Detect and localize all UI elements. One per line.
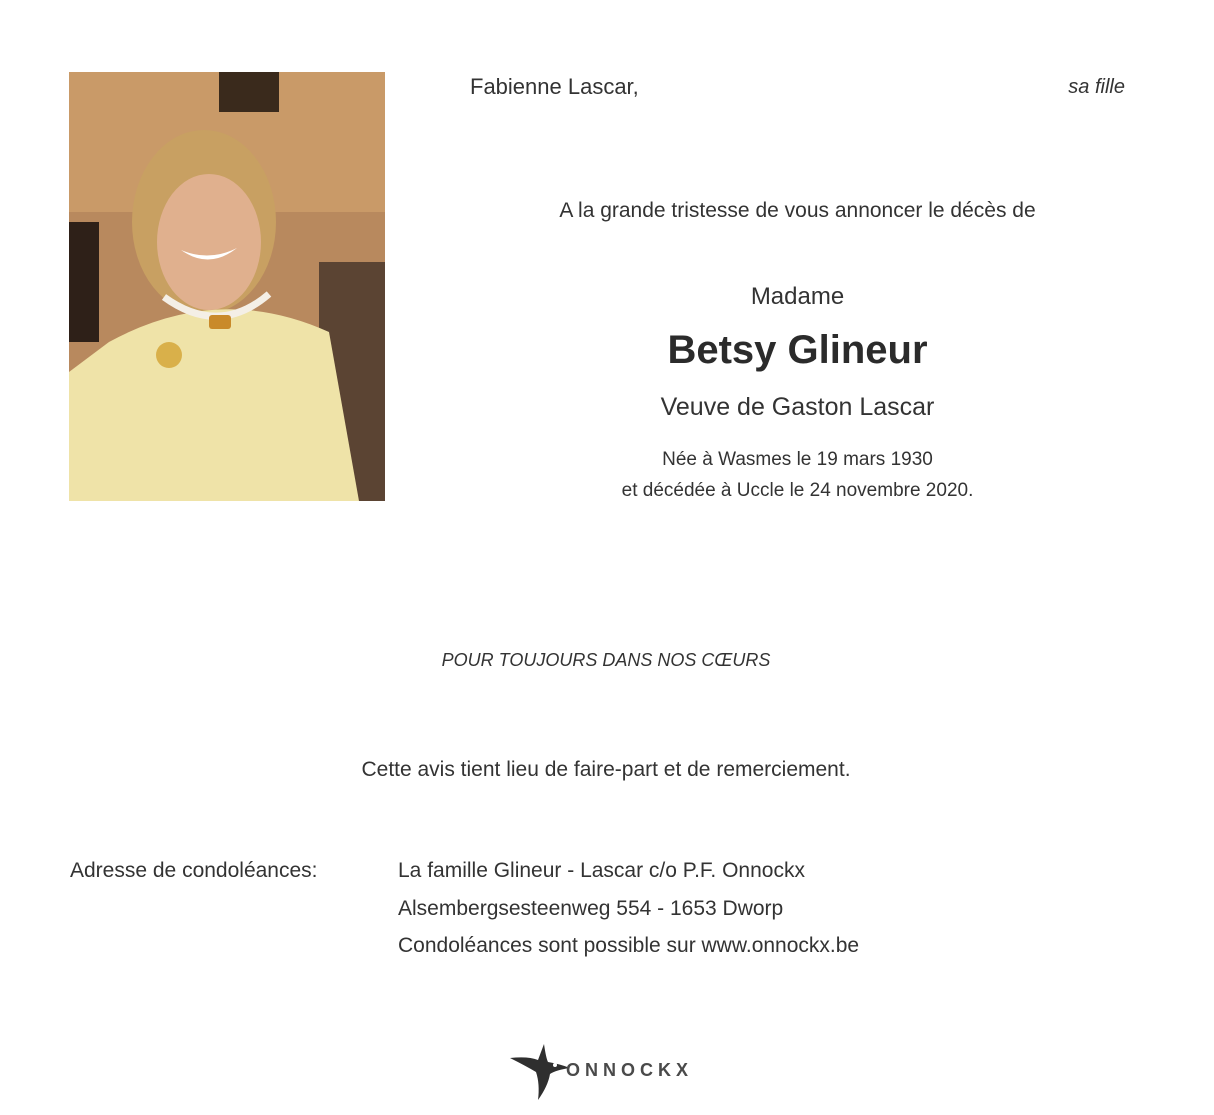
condolences-label: Adresse de condoléances: xyxy=(70,859,318,882)
portrait-photo xyxy=(69,72,385,501)
motto: POUR TOUJOURS DANS NOS CŒURS xyxy=(441,650,771,670)
notice-text: Cette avis tient lieu de faire-part et de remerciement. xyxy=(361,758,851,781)
onnockx-logo xyxy=(508,1040,708,1102)
condolences-line: Condoléances sont possible sur www.onnockx.be xyxy=(398,934,860,957)
condolences-line: La famille Glineur - Lascar c/o P.F. Onnockx xyxy=(398,859,805,882)
signer-relation: sa fille xyxy=(1068,76,1125,98)
announcement-intro: A la grande tristesse de vous annoncer le décès de xyxy=(559,199,1036,222)
signer-name: Fabienne Lascar, xyxy=(470,74,639,99)
honorific: Madame xyxy=(750,283,845,310)
widow-of: Veuve de Gaston Lascar xyxy=(660,393,935,421)
condolences-line: Alsembergsesteenweg 554 - 1653 Dworp xyxy=(398,897,784,920)
birth-line: Née à Wasmes le 19 mars 1930 xyxy=(662,449,933,470)
logo-text: ONNOCKX xyxy=(566,1060,694,1080)
deceased-name: Betsy Glineur xyxy=(667,328,928,372)
death-line: et décédée à Uccle le 24 novembre 2020. xyxy=(621,480,974,501)
